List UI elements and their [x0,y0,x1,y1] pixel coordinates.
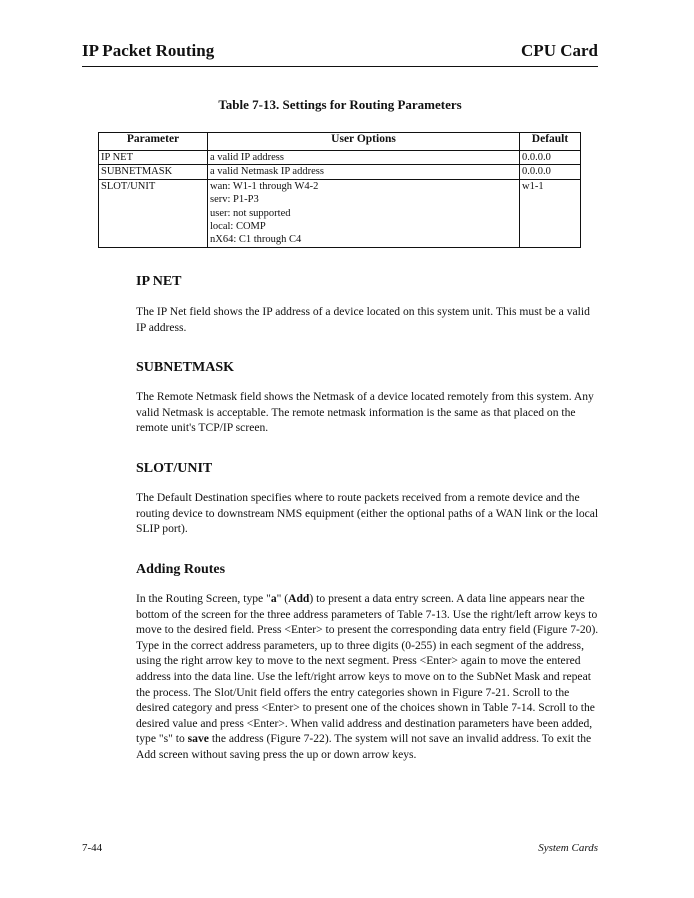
paragraph-subnetmask: The Remote Netmask field shows the Netmask of a device located remotely from this system. Any valid Netmask is acceptable. The remote netmask information is the same as that placed on the remote unit's TCP/IP screen. [136,390,594,435]
param-cell: IP NET [99,151,208,165]
chapter-title: System Cards [538,842,598,854]
heading-slot-unit: SLOT/UNIT [136,461,213,476]
options-cell [208,151,520,165]
option-line: a valid Netmask IP address [210,166,324,178]
table-row [99,165,581,179]
default-cell: 0.0.0.0 [520,165,581,179]
key-add: Add [288,592,310,605]
param-cell: SLOT/UNIT [99,179,208,247]
header-card-title: CPU Card [521,41,598,60]
option-line: a valid IP address [210,152,284,163]
page-header [82,40,598,67]
text-run: the address (Figure 7-22). The system will not save an invalid address. To exit the Add screen without saving press the up or down arrow keys. [136,732,592,761]
option-line: wan: W1-1 through W4-2 [210,180,319,192]
table-row [99,151,581,165]
option-line: user: not supported [210,207,291,219]
paragraph-slot-unit: The Default Destination specifies where to route packets received from a remote device and the routing device to downstream NMS equipment (either the optional paths of a WAN link or the local SLIP port). [136,491,599,536]
key-a: a [270,592,277,605]
default-cell: 0.0.0.0 [520,151,581,165]
routing-parameters-table [98,132,581,248]
column-header: Parameter [99,133,208,151]
column-header: Default [520,133,581,151]
paragraph-adding-routes [136,591,600,763]
table-header-row [99,133,581,151]
options-cell [208,179,520,247]
param-cell: SUBNETMASK [99,165,208,179]
table-row [99,179,581,247]
heading-adding-routes: Adding Routes [136,562,226,577]
options-cell [208,165,520,179]
text-run: In the Routing Screen, type " [136,592,271,605]
page-number: 7-44 [82,842,103,854]
option-line: serv: P1-P3 [210,194,259,206]
text-run: ) to present a data entry screen. A data line appears near the bottom of the screen for the three address parameters of Table 7-13. Use the right/left arrow keys to move to the desired field. Press <Enter> to present the corresponding data entry field (Figure 7-20). Type in the correct address parameters, up to three digits (0-255) in each segment of the address, using the right arrow key to move to the next segment. Press <Enter> again to move the entered address into the data line. Use the left/right arrow keys to move on to the SubNet Mask and repeat the process. The Slot/Unit field offers the entry categories shown in Figure 7-21. Scroll to the desired category and press <Enter> to present one of the choices shown in Table 7-14. Scroll to the desired value and press <Enter>. When valid address and destination parameters have been added, type "s" to [136,592,599,746]
key-save: save [187,732,209,746]
option-line: local: COMP [210,221,266,233]
table-caption: Table 7-13. Settings for Routing Parameters [218,97,462,112]
heading-subnetmask: SUBNETMASK [136,360,235,375]
column-header: User Options [208,133,520,151]
header-section-title: IP Packet Routing [82,41,215,60]
default-cell: w1-1 [520,179,581,247]
paragraph-ip-net: The IP Net field shows the IP address of a device located on this system unit. This must be a valid IP address. [136,305,590,334]
option-line: nX64: C1 through C4 [210,234,302,246]
text-run: " ( [276,592,289,605]
heading-ip-net: IP NET [136,274,182,289]
